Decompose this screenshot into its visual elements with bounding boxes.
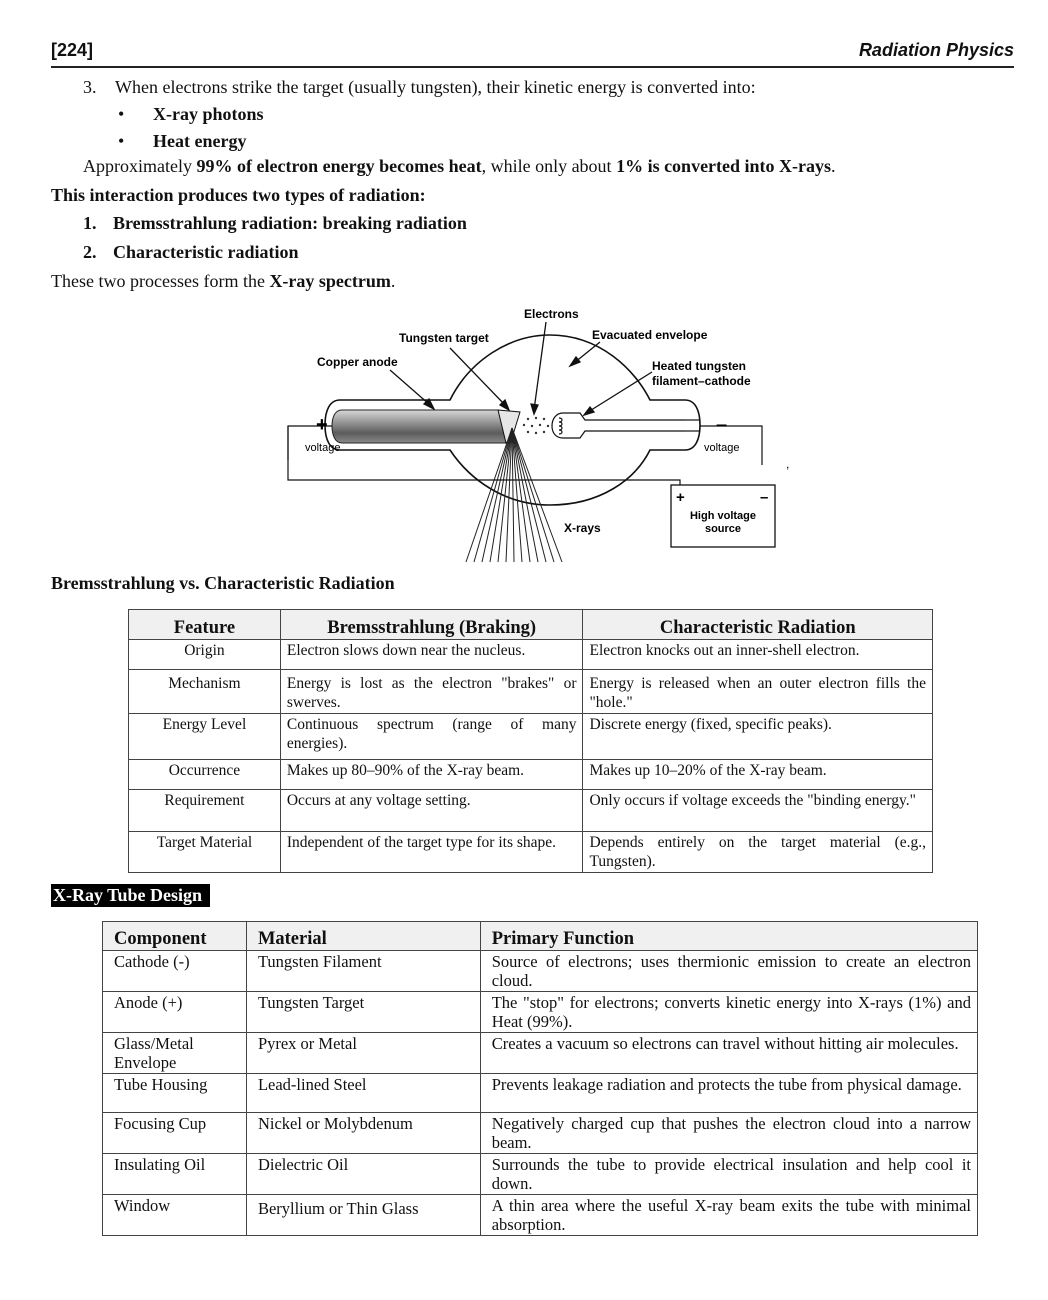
bullet-item: X-ray photons [153,104,264,124]
running-title: Radiation Physics [858,40,1014,60]
label-hv-minus: – [760,489,769,506]
table-cell: Independent of the target type for its shape. [280,832,583,873]
table-cell: Makes up 10–20% of the X-ray beam. [583,760,933,790]
column-header: Characteristic Radiation [583,610,933,640]
table-cell: Glass/Metal Envelope [103,1033,247,1074]
table-cell: Insulating Oil [103,1154,247,1195]
column-header: Primary Function [480,922,977,951]
table-cell: Energy Level [129,714,281,760]
table-row [103,1074,978,1113]
table-row [103,1113,978,1154]
filament-cathode [552,413,700,438]
label-xrays: X-rays [564,521,601,535]
label-evacuated-envelope: Evacuated envelope [592,328,708,342]
table-cell: Focusing Cup [103,1113,247,1154]
copper-anode-rod [332,410,512,443]
table-cell: Electron slows down near the nucleus. [280,640,583,670]
table-cell: Tungsten Target [246,992,480,1033]
table-cell: Depends entirely on the target material (e.g., Tungsten). [583,832,933,873]
label-voltage-right: voltage [704,442,740,454]
bullet-dot-icon: • [118,131,125,151]
design-section-heading: X-Ray Tube Design [51,884,210,907]
list-number: 2. [83,242,97,262]
table-row [103,1195,978,1236]
table-row [129,670,933,714]
table-cell: Tube Housing [103,1074,247,1113]
text-span: , while only about [481,156,617,176]
table-row [103,1033,978,1074]
label-heated-filament-2: filament–cathode [652,374,751,388]
column-header: Feature [129,610,281,640]
column-header: Bremsstrahlung (Braking) [280,610,583,640]
table-cell: Creates a vacuum so electrons can travel without hitting air molecules. [480,1033,977,1074]
bullet-dot-icon: • [118,104,125,124]
page-header [51,40,1014,68]
list-text: When electrons strike the target (usually tungsten), their kinetic energy is converted into: [115,77,756,97]
text-span: . [390,271,396,291]
label-electrons: Electrons [524,307,579,321]
label-voltage-left: voltage [305,442,341,454]
comparison-heading: Bremsstrahlung vs. Characteristic Radiation [51,573,395,593]
type-item-2 [83,242,298,263]
xray-beam-lines [466,428,562,562]
label-tungsten-target: Tungsten target [399,331,489,345]
table-cell: Electron knocks out an inner-shell electron. [583,640,933,670]
xray-tube-diagram [280,300,810,570]
table-cell: Nickel or Molybdenum [246,1113,480,1154]
table-cell: Tungsten Filament [246,951,480,992]
text-span: These two processes form the [51,271,270,291]
stray-comma: , [786,457,790,471]
table-cell: Energy is lost as the electron "brakes" or swerves. [280,670,583,714]
table-header-row [103,922,978,951]
table-cell: Negatively charged cup that pushes the electron cloud into a narrow beam. [480,1113,977,1154]
table-cell: Pyrex or Metal [246,1033,480,1074]
table-row [129,832,933,873]
bold-span: 1% is converted into X-rays [616,156,832,176]
label-hv-line2: source [704,523,742,535]
electron-stream [523,417,549,434]
column-header: Component [103,922,247,951]
table-cell: Beryllium or Thin Glass [246,1195,480,1236]
table-cell: Surrounds the tube to provide electrical insulation and help cool it down. [480,1154,977,1195]
interaction-heading: This interaction produces two types of radiation: [51,185,426,205]
list-item-3 [83,77,756,98]
spectrum-sentence [51,271,395,292]
list-number: 1. [83,213,97,233]
label-hv-plus: + [676,489,685,506]
table-cell: Lead-lined Steel [246,1074,480,1113]
bold-span: 99% of electron energy becomes heat [196,156,482,176]
list-number: 3. [83,77,97,97]
table-cell: Continuous spectrum (range of many energies). [280,714,583,760]
list-text: Characteristic radiation [113,242,299,262]
table-cell: A thin area where the useful X-ray beam exits the tube with minimal absorption. [480,1195,977,1236]
label-plus-left: + [316,414,328,436]
table-cell: Mechanism [129,670,281,714]
label-minus-right: – [716,414,728,436]
type-item-1 [83,213,467,234]
table-cell: Occurrence [129,760,281,790]
table-cell: Energy is released when an outer electron fills the "hole." [583,670,933,714]
table-cell: Anode (+) [103,992,247,1033]
table-cell: Occurs at any voltage setting. [280,790,583,832]
text-span: . [831,156,836,176]
tube-design-table [102,921,978,1236]
table-cell: Window [103,1195,247,1236]
table-row [129,790,933,832]
label-hv-line1: High voltage [689,510,757,522]
table-cell: Cathode (-) [103,951,247,992]
bold-span: X-ray spectrum [269,271,391,291]
table-row [129,640,933,670]
table-header-row [129,610,933,640]
table-cell: Prevents leakage radiation and protects the tube from physical damage. [480,1074,977,1113]
table-row [129,760,933,790]
table-cell: Dielectric Oil [246,1154,480,1195]
table-cell: Makes up 80–90% of the X-ray beam. [280,760,583,790]
table-row [103,951,978,992]
table-cell: The "stop" for electrons; converts kinetic energy into X-rays (1%) and Heat (99%). [480,992,977,1033]
table-cell: Target Material [129,832,281,873]
energy-sentence [83,156,836,177]
page-number: [224] [51,40,94,60]
table-row [103,1154,978,1195]
label-copper-anode: Copper anode [317,355,398,369]
table-cell: Requirement [129,790,281,832]
comparison-table [128,609,933,873]
text-span: Approximately [83,156,197,176]
table-row [129,714,933,760]
table-row [103,992,978,1033]
bullet-item: Heat energy [153,131,247,151]
table-cell: Only occurs if voltage exceeds the "binding energy." [583,790,933,832]
label-heated-filament-1: Heated tungsten [652,359,747,373]
list-text: Bremsstrahlung radiation: breaking radiation [113,213,467,233]
column-header: Material [246,922,480,951]
table-cell: Discrete energy (fixed, specific peaks). [583,714,933,760]
table-cell: Source of electrons; uses thermionic emission to create an electron cloud. [480,951,977,992]
table-cell: Origin [129,640,281,670]
